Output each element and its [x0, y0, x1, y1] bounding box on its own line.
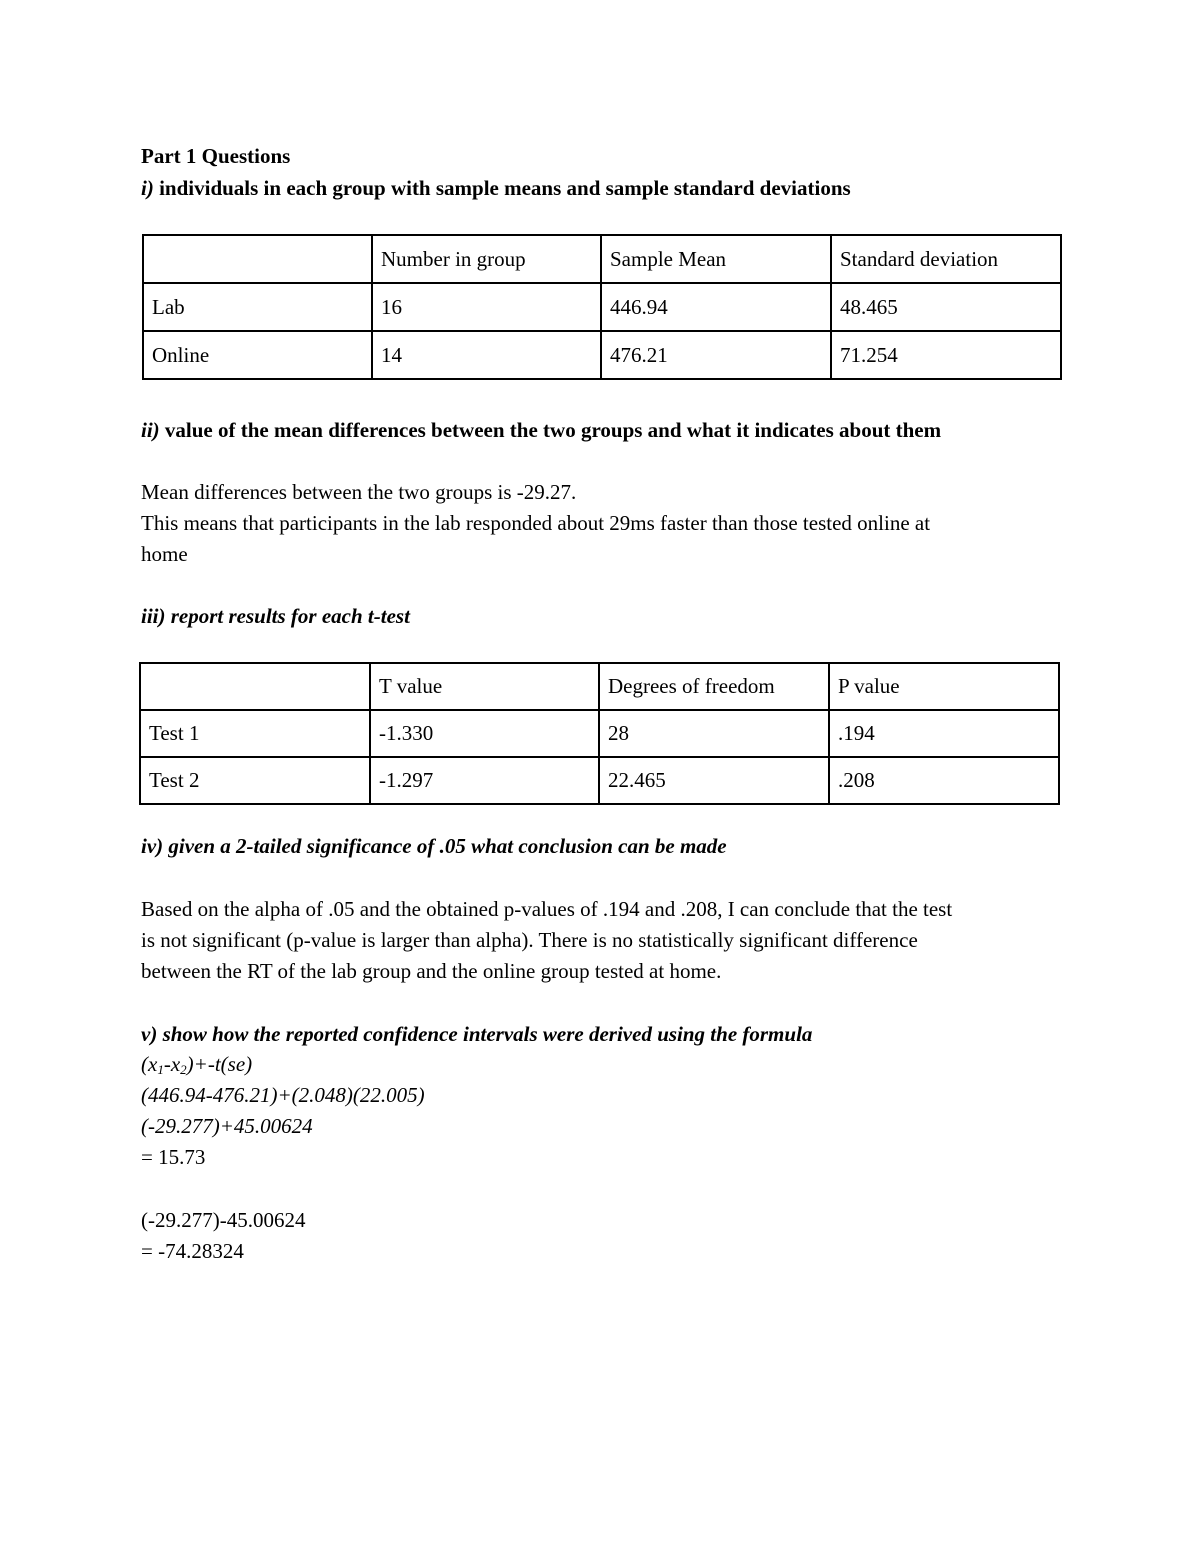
- calculation-step-1: (446.94-476.21)+(2.048)(22.005): [141, 1083, 425, 1107]
- answer-2-line-3: home: [141, 542, 188, 566]
- table-cell: Test 2: [140, 757, 370, 804]
- table-header-row: [143, 235, 1061, 283]
- table-row: [140, 710, 1059, 757]
- calculation-result-2: = -74.28324: [141, 1239, 244, 1263]
- answer-2-line-1: Mean differences between the two groups is -29.27.: [141, 480, 577, 504]
- question-2-text: value of the mean differences between the two groups and what it indicates about them: [159, 418, 942, 442]
- question-5: v) show how the reported confidence intervals were derived using the formula: [141, 1022, 813, 1046]
- answer-4-line-2: is not significant (p-value is larger than alpha). There is no statistically significant difference: [141, 928, 918, 952]
- formula-subscript: 1: [157, 1062, 164, 1077]
- formula-part: )+-t(se): [186, 1052, 253, 1076]
- answer-2-line-2: This means that participants in the lab responded about 29ms faster than those tested online at: [141, 511, 931, 535]
- calculation-step-3: (-29.277)-45.00624: [141, 1208, 306, 1232]
- formula-part: -x: [163, 1052, 181, 1076]
- question-3: iii) report results for each t-test: [141, 604, 410, 628]
- table-row: [143, 331, 1061, 379]
- answer-4-line-1: Based on the alpha of .05 and the obtained p-values of .194 and .208, I can conclude that the test: [141, 897, 953, 921]
- confidence-interval-formula: [141, 1051, 252, 1077]
- table-cell: 476.21: [601, 331, 831, 379]
- table-cell: .194: [829, 710, 1059, 757]
- table-row: [143, 283, 1061, 331]
- calculation-step-2: (-29.277)+45.00624: [141, 1114, 313, 1138]
- table-cell: Lab: [143, 283, 372, 331]
- table-header-cell: [140, 663, 370, 710]
- table-header-cell: Sample Mean: [601, 235, 831, 283]
- table-cell: -1.330: [370, 710, 599, 757]
- table-cell: 16: [372, 283, 601, 331]
- table-header-cell: Degrees of freedom: [599, 663, 829, 710]
- table-cell: 71.254: [831, 331, 1061, 379]
- t-test-results-table: [139, 662, 1060, 805]
- table-header-cell: Standard deviation: [831, 235, 1061, 283]
- question-2-number: ii): [141, 418, 160, 442]
- table-header-cell: Number in group: [372, 235, 601, 283]
- formula-part: (x: [141, 1052, 158, 1076]
- table-cell: Test 1: [140, 710, 370, 757]
- answer-4-line-3: between the RT of the lab group and the online group tested at home.: [141, 959, 722, 983]
- table-cell: -1.297: [370, 757, 599, 804]
- question-2: [141, 417, 941, 443]
- question-1-number: i): [141, 176, 154, 200]
- group-statistics-table: [142, 234, 1062, 380]
- page-heading: Part 1 Questions: [141, 144, 291, 168]
- table-header-row: [140, 663, 1059, 710]
- table-cell: 22.465: [599, 757, 829, 804]
- calculation-result-1: = 15.73: [141, 1145, 206, 1169]
- table-cell: .208: [829, 757, 1059, 804]
- table-row: [140, 757, 1059, 804]
- table-cell: 28: [599, 710, 829, 757]
- table-header-cell: P value: [829, 663, 1059, 710]
- question-1: [141, 175, 851, 201]
- table-header-cell: [143, 235, 372, 283]
- table-cell: 446.94: [601, 283, 831, 331]
- question-1-text: individuals in each group with sample means and sample standard deviations: [153, 176, 851, 200]
- table-cell: Online: [143, 331, 372, 379]
- formula-subscript: 2: [180, 1062, 187, 1077]
- table-cell: 14: [372, 331, 601, 379]
- question-4: iv) given a 2-tailed significance of .05 what conclusion can be made: [141, 834, 727, 858]
- table-cell: 48.465: [831, 283, 1061, 331]
- table-header-cell: T value: [370, 663, 599, 710]
